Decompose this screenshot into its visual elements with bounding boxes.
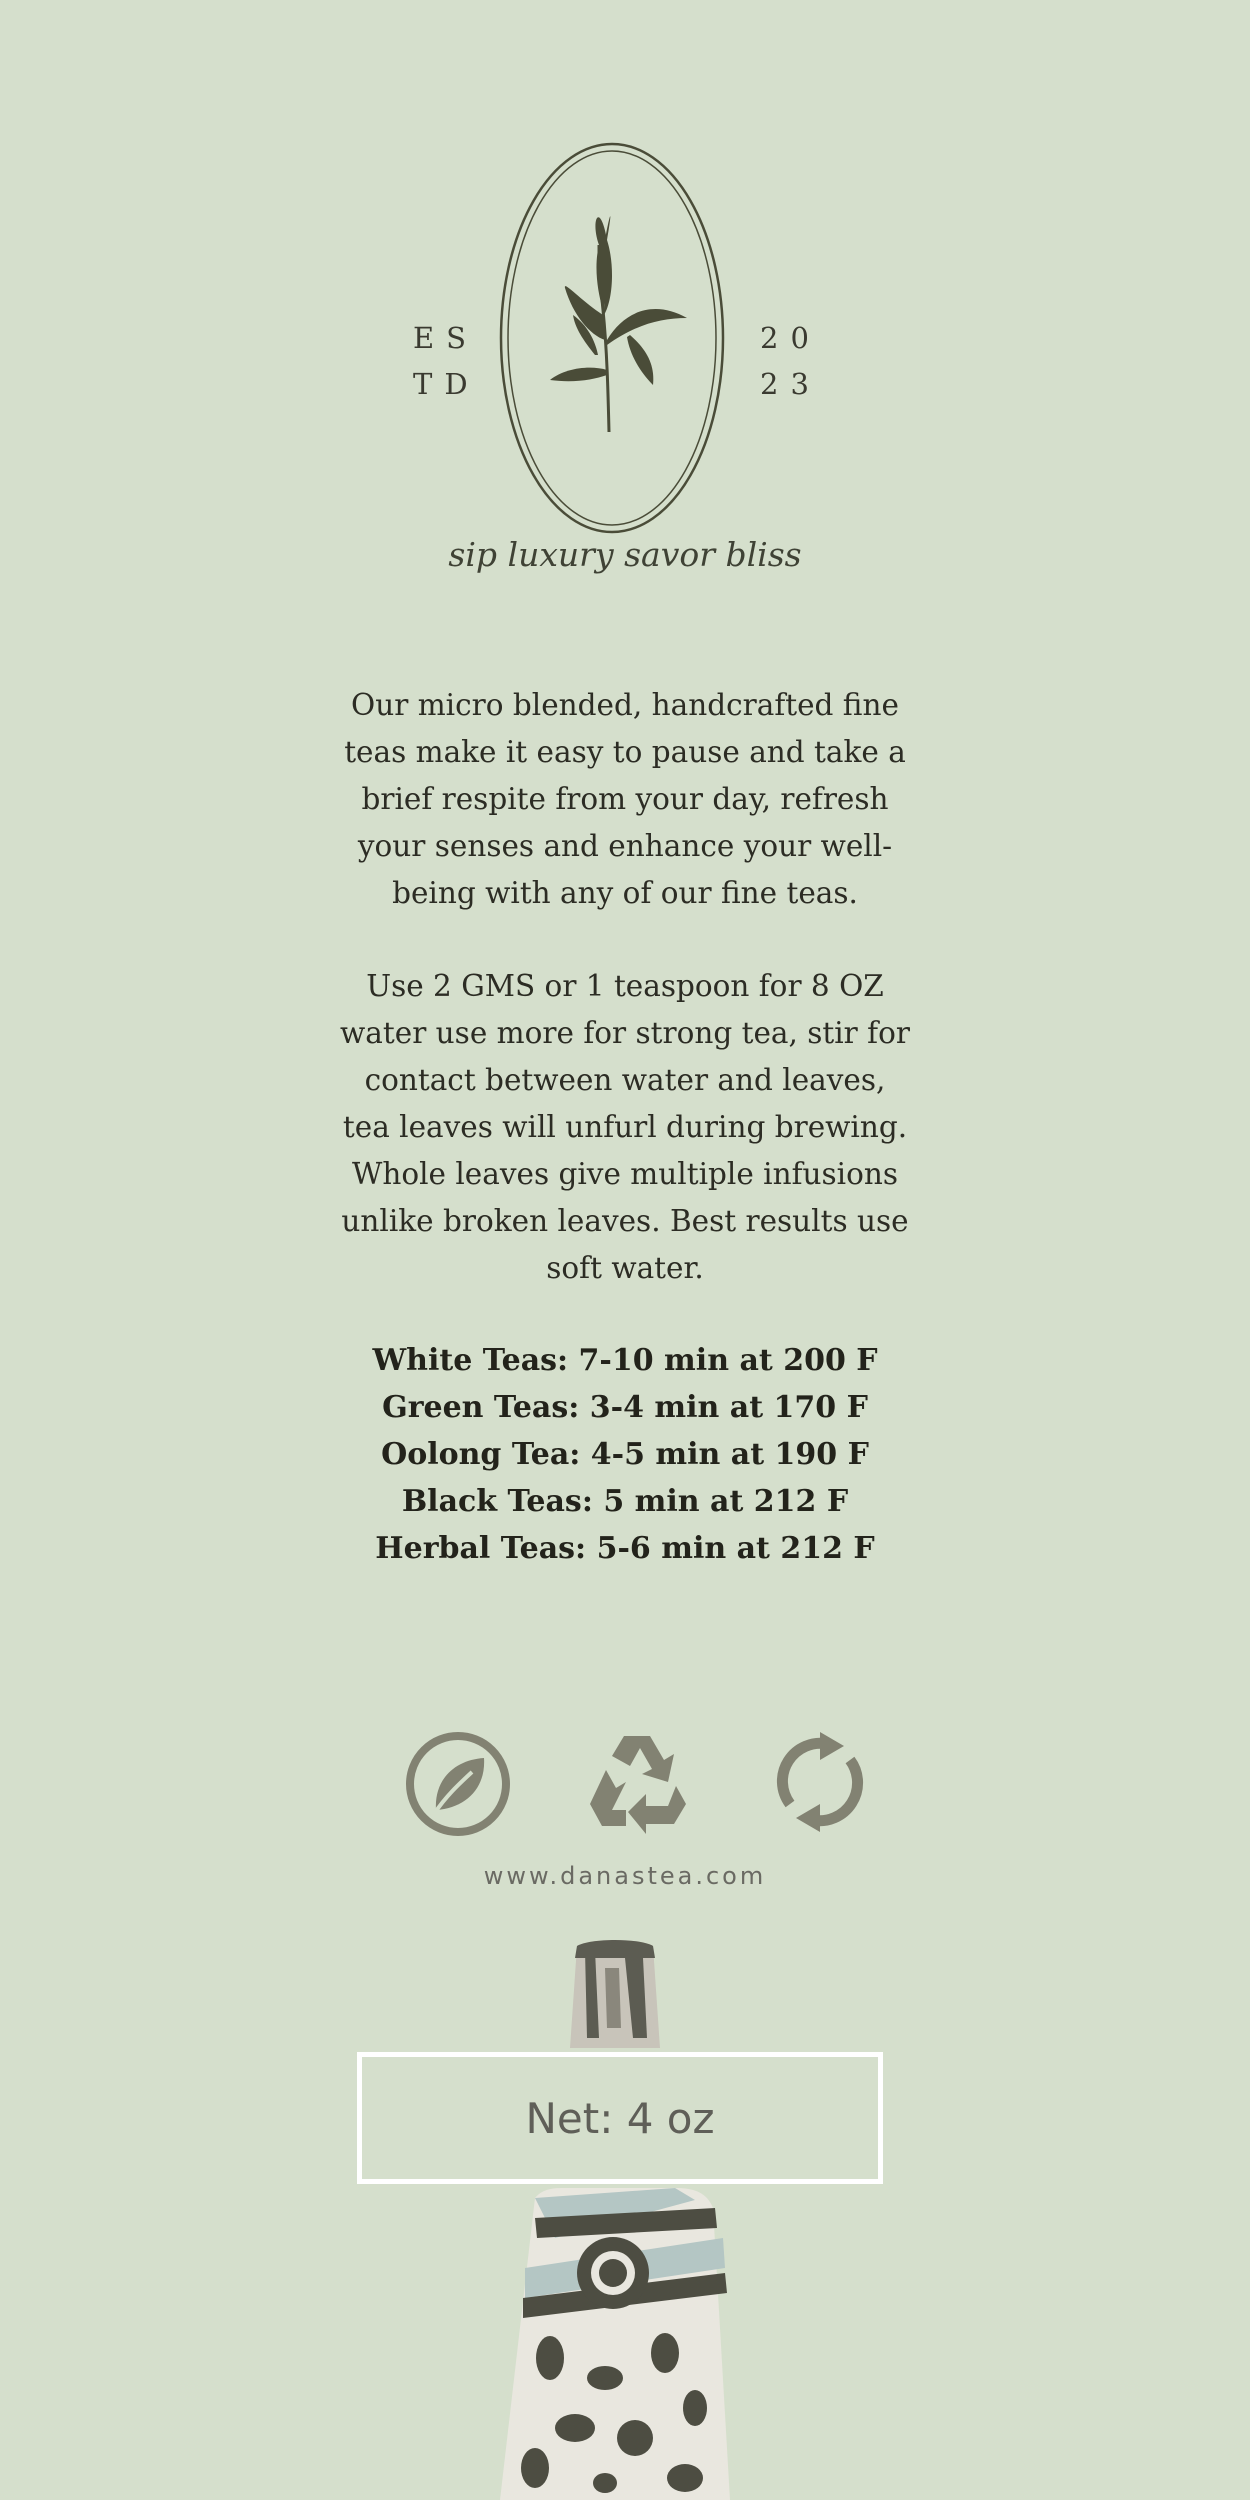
est-left-line-2: TD xyxy=(413,367,480,401)
instructions-paragraph: Use 2 GMS or 1 teaspoon for 8 OZ water use more for strong tea, stir for contact between water and leaves, tea leaves will unfurl during brewing. Whole leaves give multiple infusions unlike broken leaves. Best results use soft water. xyxy=(340,969,910,1285)
description-paragraph: Our micro blended, handcrafted fine teas make it easy to pause and take a brief respite from your day, refresh your senses and enhance your well-being with any of our fine teas. xyxy=(344,688,906,910)
decorative-bottle-illustration xyxy=(495,1938,755,2500)
website-url: www.danastea.com xyxy=(483,1862,767,1890)
brew-time-black: Black Teas: 5 min at 212 F xyxy=(401,1484,849,1519)
net-weight-label: Net: 4 oz xyxy=(525,2093,715,2143)
refresh-arrows-icon xyxy=(768,1730,872,1834)
brew-time-herbal: Herbal Teas: 5-6 min at 212 F xyxy=(375,1531,875,1566)
est-right-text xyxy=(760,315,821,407)
eco-icons-row xyxy=(0,1730,1250,1840)
est-right-line-2: 23 xyxy=(760,367,821,401)
leaf-circle-icon xyxy=(404,1730,512,1838)
recycle-icon xyxy=(586,1730,688,1834)
net-weight-box xyxy=(357,2052,883,2184)
brew-time-oolong: Oolong Tea: 4-5 min at 190 F xyxy=(381,1437,869,1472)
est-right-line-1: 20 xyxy=(760,321,821,355)
est-left-line-1: ES xyxy=(413,321,479,355)
brand-logo xyxy=(0,140,1250,620)
est-left-text xyxy=(413,315,480,407)
brew-time-green: Green Teas: 3-4 min at 170 F xyxy=(382,1390,868,1425)
brew-time-white: White Teas: 7-10 min at 200 F xyxy=(372,1343,878,1378)
tagline: sip luxury savor bliss xyxy=(448,535,802,574)
brew-times-list xyxy=(300,1337,950,1572)
leaf-oval-emblem-icon xyxy=(495,140,755,540)
